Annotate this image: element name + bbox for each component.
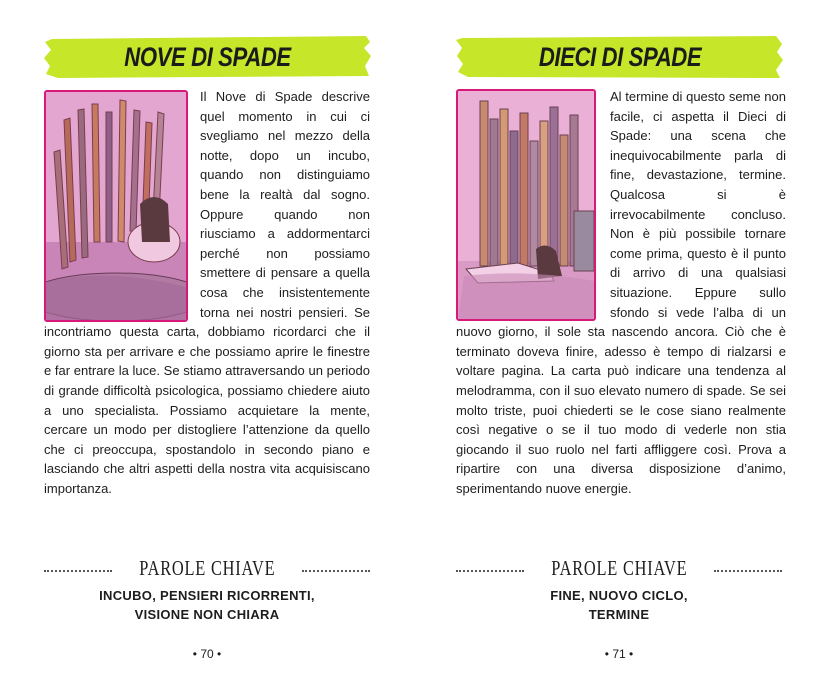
dotted-divider-right (714, 570, 782, 572)
keywords-line: FINE, NUOVO CICLO, (550, 588, 688, 603)
title-banner (44, 36, 372, 78)
keywords-title: PAROLE CHIAVE (138, 556, 276, 580)
dotted-divider-left (44, 570, 112, 572)
keywords-list (456, 586, 782, 624)
card-description: Al termine di questo seme non facile, ci aspetta il Dieci di Spade: una scena che inequivocabilmente parla di fine, devastazione, termine. Qualcosa si è irrevocabilmente concluso. Non è più possibile tornare come prima, questo è il punto di arrivo di una qualsiasi situazione. Eppure sullo sfondo si vede l’alba di un nuovo giorno, il sole sta nascendo ancora. Ciò che è terminato doveva finire, adesso è tempo di rialzarsi e voltare pagina. La carta può indicare una tendenza al melodramma, con il suo elevato numero di spade. Se sei molto triste, puoi chiederti se le cose siano realmente così negative o se il tuo modo di vederle non stia giocando il suo ruolo nel farti affliggere così. Prova a ripartire con una diversa disposizione d’animo, sperimentando nuove energie. (456, 89, 786, 496)
keywords-header (44, 556, 370, 581)
card-title: DIECI DI SPADE (538, 41, 702, 72)
keywords-line: TERMINE (588, 607, 650, 622)
card-description: Il Nove di Spade descrive quel momento in cui ci svegliamo nel mezzo della notte, dopo un incubo, quando non distinguiamo bene la realtà dal sogno. Oppure quando non riusciamo a addormentarci perché non possiamo smettere di pensare a quella cosa che insistentemente torna nei nostri pensieri. Se incontriamo questa carta, dobbiamo ricordarci che il giorno sta per arrivare e che possiamo aprire le finestre e far entrare la luce. Se stiamo attraversando un periodo di grande difficoltà psicologica, possiamo chiedere aiuto a uno specialista. Possiamo acquietare la mente, cercare un modo per distogliere l’attenzione da quello che ci preoccupa, spostandolo in secondo piano e lasciando che altri aspetti della nostra vita acquisiscano importanza. (44, 89, 370, 496)
keywords-list (44, 586, 370, 624)
page-number: • 71 • (604, 647, 634, 661)
keywords-line: INCUBO, PENSIERI RICORRENTI, (99, 588, 315, 603)
dotted-divider-right (302, 570, 370, 572)
right-page (412, 0, 824, 689)
dotted-divider-left (456, 570, 524, 572)
keywords-header (456, 556, 782, 581)
title-banner (456, 36, 784, 78)
page-number: • 70 • (192, 647, 222, 661)
card-title: NOVE DI SPADE (124, 41, 292, 72)
keywords-title: PAROLE CHIAVE (550, 556, 688, 580)
keywords-line: VISIONE NON CHIARA (134, 607, 280, 622)
